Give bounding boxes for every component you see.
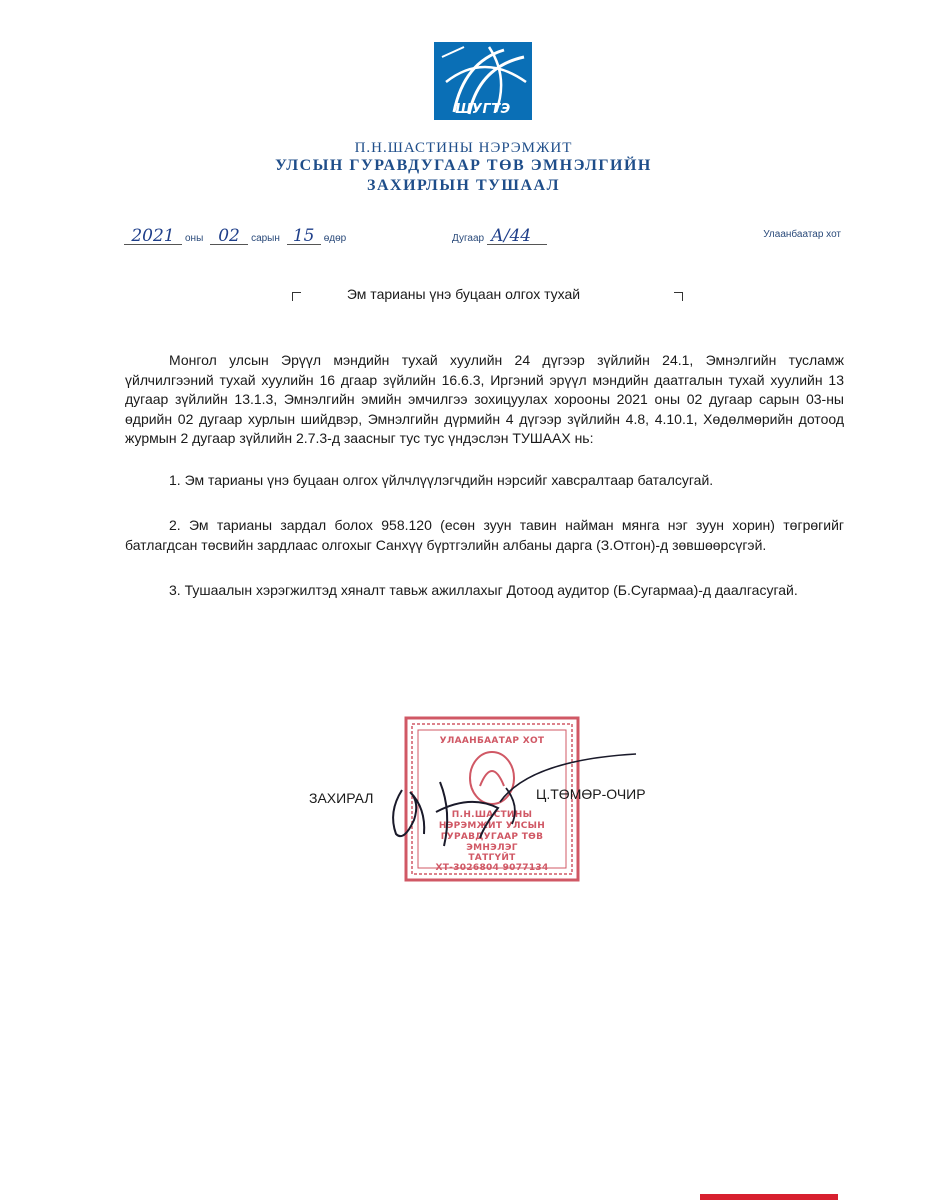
- stamp-line-2: НЭРЭМЖИТ УЛСЫН: [438, 821, 546, 831]
- order-number: [452, 228, 547, 245]
- order-number-value: А/44: [487, 228, 547, 245]
- stamp-line-5: ТАТГҮЙТ: [468, 853, 516, 863]
- stamp-line-3: ГУРАВДУГААР ТӨВ: [440, 832, 544, 842]
- date-day-label: өдөр: [323, 233, 347, 244]
- order-number-label: Дугаар: [452, 233, 485, 244]
- date-month-label: сарын: [251, 233, 280, 244]
- logo-text: ШУГТЭ: [455, 102, 511, 117]
- order-body: [125, 351, 844, 601]
- hospital-logo: [434, 42, 532, 120]
- subject-corner-right: [674, 292, 683, 301]
- body-preamble: Монгол улсын Эрүүл мэндийн тухай хуулийн 24 дүгээр зүйлийн 24.1, Эмнэлгийн тусламж үйлчилгээний тухай хуулийн 16 дгаар зүйлийн 16.6.3, Иргэний эрүүл мэндийн даатгалын тухай хуулийн 13 дугаар зүйлийн 13.1.3, Эмнэлгийн эмийн эмчилгээ зохицуулах хорооны 2021 оны 02 дугаар сарын 03-ны өдрийн 02 дугаар хурлын шийдвэр, Эмнэлгийн дүрмийн 4 дүгээр зүйлийн 4.8, 4.10.1, Хөдөлмөрийн дотоод журмын 2 дугаар зүйлийн 2.7.3-д заасныг тус тус үндэслэн ТУШААХ нь:: [125, 352, 844, 446]
- date-month: 02: [210, 228, 248, 245]
- subject-line: Эм тарианы үнэ буцаан олгох тухай: [346, 286, 581, 302]
- body-item-1: 1. Эм тарианы үнэ буцаан олгох үйлчлүүлэгчдийн нэрсийг хавсралтаар баталсугай.: [169, 471, 714, 488]
- stamp-line-1: П.Н.ШАСТИНЫ: [451, 810, 533, 820]
- stamp-line-4: ЭМНЭЛЭГ: [466, 843, 518, 853]
- body-item-2: 2. Эм тарианы зардал болох 958.120 (есөн зуун тавин найман мянга нэг зуун хорин) төгрөгийг батлагдсан төсвийн зардлаас олгохыг Санхүү бүртгэлийн албаны дарга (З.Отгон)-д зөвшөөрсүгэй.: [125, 517, 844, 553]
- header-title-line2: ЗАХИРЛЫН ТУШААЛ: [367, 177, 560, 194]
- red-serial-mark-icon: [700, 1190, 838, 1200]
- header-subtitle: П.Н.ШАСТИНЫ НЭРЭМЖИТ: [354, 140, 573, 156]
- stamp-line-6: ХТ-3026804 9077134: [435, 863, 549, 873]
- body-item-3: 3. Тушаалын хэрэгжилтэд хяналт тавьж ажиллахыг Дотоод аудитор (Б.Сугармаа)-д даалгасугай.: [169, 582, 798, 598]
- signatory-name: Ц.ТӨМӨР-ОЧИР: [536, 786, 646, 802]
- date-year-label: оны: [185, 233, 204, 244]
- date-day: 15: [287, 228, 321, 245]
- date-line: [124, 228, 350, 245]
- stamp-top-text: УЛААНБААТАР ХОТ: [439, 736, 545, 746]
- header-title-line1: УЛСЫН ГУРАВДУГААР ТӨВ ЭМНЭЛГИЙН: [275, 157, 652, 174]
- date-year: 2021: [124, 228, 182, 245]
- signatory-title: ЗАХИРАЛ: [309, 790, 374, 806]
- city: Улаанбаатар хот: [763, 229, 841, 240]
